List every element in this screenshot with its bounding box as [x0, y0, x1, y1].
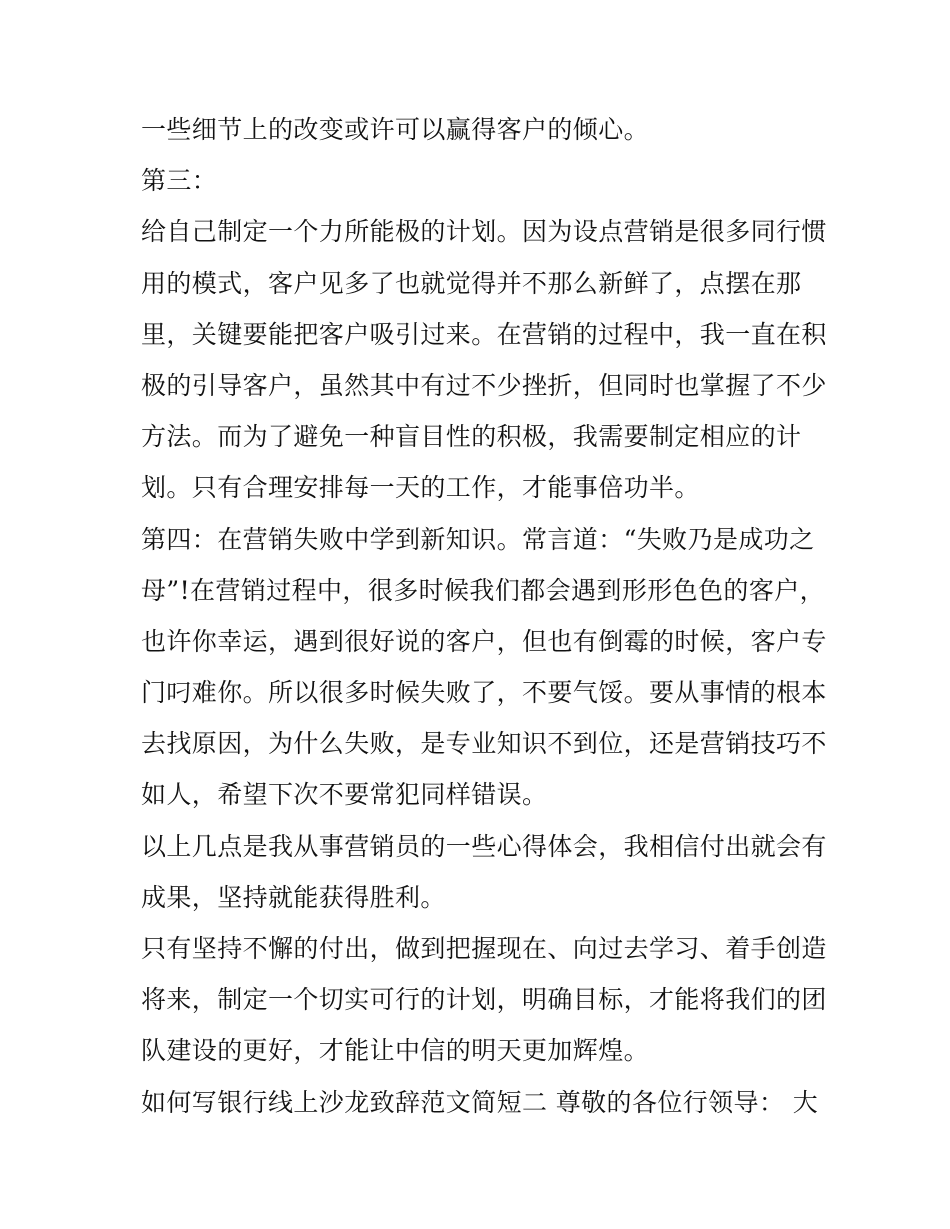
section-heading: 第三： — [141, 166, 218, 196]
text-line: 成果，坚持就能获得胜利。 — [141, 882, 446, 912]
text-line: 划。只有合理安排每一天的工作，才能事倍功半。 — [141, 473, 700, 503]
text-line: 以上几点是我从事营销员的一些心得体会，我相信付出就会有 — [141, 831, 827, 861]
text-line: 将来，制定一个切实可行的计划，明确目标，才能将我们的团 — [141, 985, 827, 1015]
text-line: 也许你幸运，遇到很好说的客户，但也有倒霉的时候，客户专 — [141, 626, 827, 656]
text-line: 门叼难你。所以很多时候失败了，不要气馁。要从事情的根本 — [141, 678, 827, 708]
text-line: 用的模式，客户见多了也就觉得并不那么新鲜了，点摆在那 — [141, 268, 802, 298]
text-line: 极的引导客户，虽然其中有过不少挫折，但同时也掌握了不少 — [141, 370, 827, 400]
text-line: 去找原因，为什么失败，是专业知识不到位，还是营销技巧不 — [141, 729, 827, 759]
text-line: 一些细节上的改变或许可以赢得客户的倾心。 — [141, 115, 650, 144]
text-line: 如人，希望下次不要常犯同样错误。 — [141, 780, 548, 810]
text-line: 第四：在营销失败中学到新知识。常言道：“失败乃是成功之 — [141, 524, 815, 554]
text-line: 只有坚持不懈的付出，做到把握现在、向过去学习、着手创造 — [141, 934, 827, 963]
text-line: 如何写银行线上沙龙致辞范文简短二 尊敬的各位行领导： 大 — [141, 1087, 819, 1117]
text-line: 里，关键要能把客户吸引过来。在营销的过程中，我一直在积 — [141, 319, 827, 349]
text-line: 队建设的更好，才能让中信的明天更加辉煌。 — [141, 1036, 650, 1066]
document-body — [141, 104, 827, 1128]
text-line: 方法。而为了避免一种盲目性的积极，我需要制定相应的计 — [141, 422, 802, 452]
text-line: 母”!在营销过程中，很多时候我们都会遇到形形色色的客户， — [141, 575, 826, 605]
text-line: 给自己制定一个力所能极的计划。因为设点营销是很多同行惯 — [141, 217, 827, 247]
